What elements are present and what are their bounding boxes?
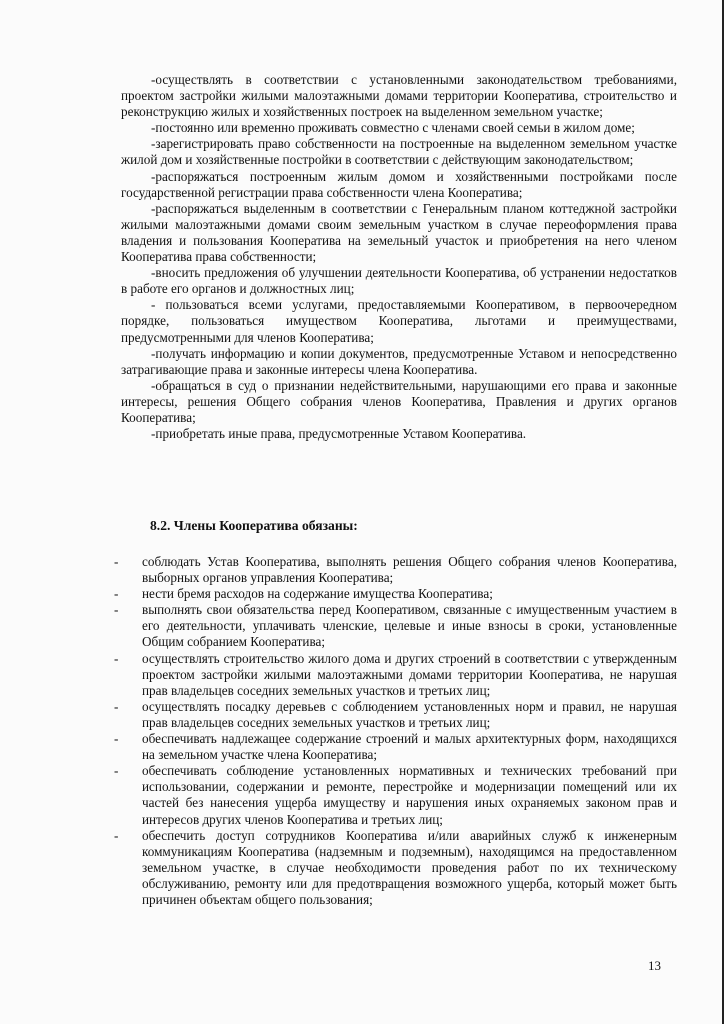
section-number: 8.2. — [150, 518, 171, 533]
bullet-dash: - — [114, 763, 119, 779]
list-item — [114, 554, 677, 586]
rights-paragraph: -приобретать иные права, предусмотренные Уставом Кооператива. — [151, 426, 527, 442]
obligation-text: выполнять свои обязательства перед Кооперативом, связанные с имущественным участием в его деятельности, уплачивать членские, целевые и иные взносы в сроки, установленные Общим собранием Кооператива; — [142, 602, 677, 650]
rights-paragraph: -постоянно или временно проживать совместно с членами своей семьи в жилом доме; — [151, 120, 635, 136]
obligation-text: обеспечить доступ сотрудников Кооператива и/или аварийных служб к инженерным коммуникациям Кооператива (надземным и подземным), находящимся на предоставленном земельном участке, в случае необходимости проведения работ по их техническому обслуживанию, ремонту или для предотвращения возможного ущерба, который может быть причинен объектам общего пользования; — [142, 827, 677, 907]
obligation-text: обеспечивать надлежащее содержание строений и малых архитектурных форм, находящихся на земельном участке члена Кооператива; — [142, 731, 677, 763]
list-item — [114, 602, 677, 650]
rights-paragraph: -получать информацию и копии документов, предусмотренные Уставом и непосредственно затрагивающие права и законные интересы члена Кооператива. — [121, 345, 677, 377]
obligation-text: обеспечивать соблюдение установленных нормативных и технических требований при использовании, содержании и ремонте, перестройке и модернизации помещений или их частей без нанесения ущерба имуществу и нарушения иных охраняемых законом прав и интересов других членов Кооператива и третьих лиц; — [142, 763, 677, 827]
page-number: 13 — [648, 958, 661, 973]
rights-paragraph: -распоряжаться построенным жилым домом и хозяйственными постройками после государственной регистрации права собственности члена Кооператива; — [121, 168, 677, 200]
obligation-text: соблюдать Устав Кооператива, выполнять решения Общего собрания членов Кооператива, выборных органов управления Кооператива; — [142, 554, 677, 586]
obligation-text: нести бремя расходов на содержание имущества Кооператива; — [142, 586, 493, 602]
bullet-dash: - — [114, 586, 119, 602]
rights-paragraph: -вносить предложения об улучшении деятельности Кооператива, об устранении недостатков в работе его органов и должностных лиц; — [121, 265, 677, 297]
list-item — [114, 699, 677, 731]
bullet-dash: - — [114, 698, 119, 714]
section-title: Члены Кооператива обязаны: — [173, 518, 358, 533]
list-item — [114, 586, 677, 602]
obligations-list — [114, 554, 677, 908]
obligation-text: осуществлять строительство жилого дома и других строений в соответствии с утвержденным проектом застройки жилыми малоэтажными домами территории Кооператива, не нарушая прав владельцев соседних земельных участков и третьих лиц; — [142, 650, 677, 698]
rights-paragraph: -обращаться в суд о признании недействительными, нарушающими его права и законные интересы, решения Общего собрания членов Кооператива, Правления и других органов Кооператива; — [121, 377, 677, 425]
list-item — [114, 763, 677, 827]
bullet-dash: - — [114, 827, 119, 843]
rights-paragraph: -осуществлять в соответствии с установленными законодательством требованиями, проектом застройки жилыми малоэтажными домами территории Кооператива, строительство и реконструкцию жилых и хозяйственных построек на выделенном земельном участке; — [121, 72, 677, 120]
list-item — [114, 651, 677, 699]
list-item — [114, 828, 677, 908]
bullet-dash: - — [114, 554, 119, 569]
list-item — [114, 731, 677, 763]
bullet-dash: - — [114, 602, 119, 618]
rights-paragraph: - пользоваться всеми услугами, предоставляемыми Кооперативом, в первоочередном порядке, пользоваться имуществом Кооператива, льготами и преимуществами, предусмотренными для членов Кооператива; — [121, 297, 677, 345]
member-rights-section — [121, 72, 677, 442]
bullet-dash: - — [114, 650, 119, 666]
section-heading — [150, 518, 358, 534]
bullet-dash: - — [114, 731, 119, 747]
rights-paragraph: -распоряжаться выделенным в соответствии с Генеральным планом коттеджной застройки жилыми малоэтажными домами своим земельным участком в случае переоформления права владения и пользования Кооператива на земельный участок и приобретения на него членом Кооператива права собственности; — [121, 200, 677, 265]
obligation-text: осуществлять посадку деревьев с соблюдением установленных норм и правил, не нарушая прав владельцев соседних земельных участков и третьих лиц; — [142, 698, 677, 730]
rights-paragraph: -зарегистрировать право собственности на построенные на выделенном земельном участке жилой дом и хозяйственные постройки в соответствии с действующим законодательством; — [121, 136, 677, 168]
